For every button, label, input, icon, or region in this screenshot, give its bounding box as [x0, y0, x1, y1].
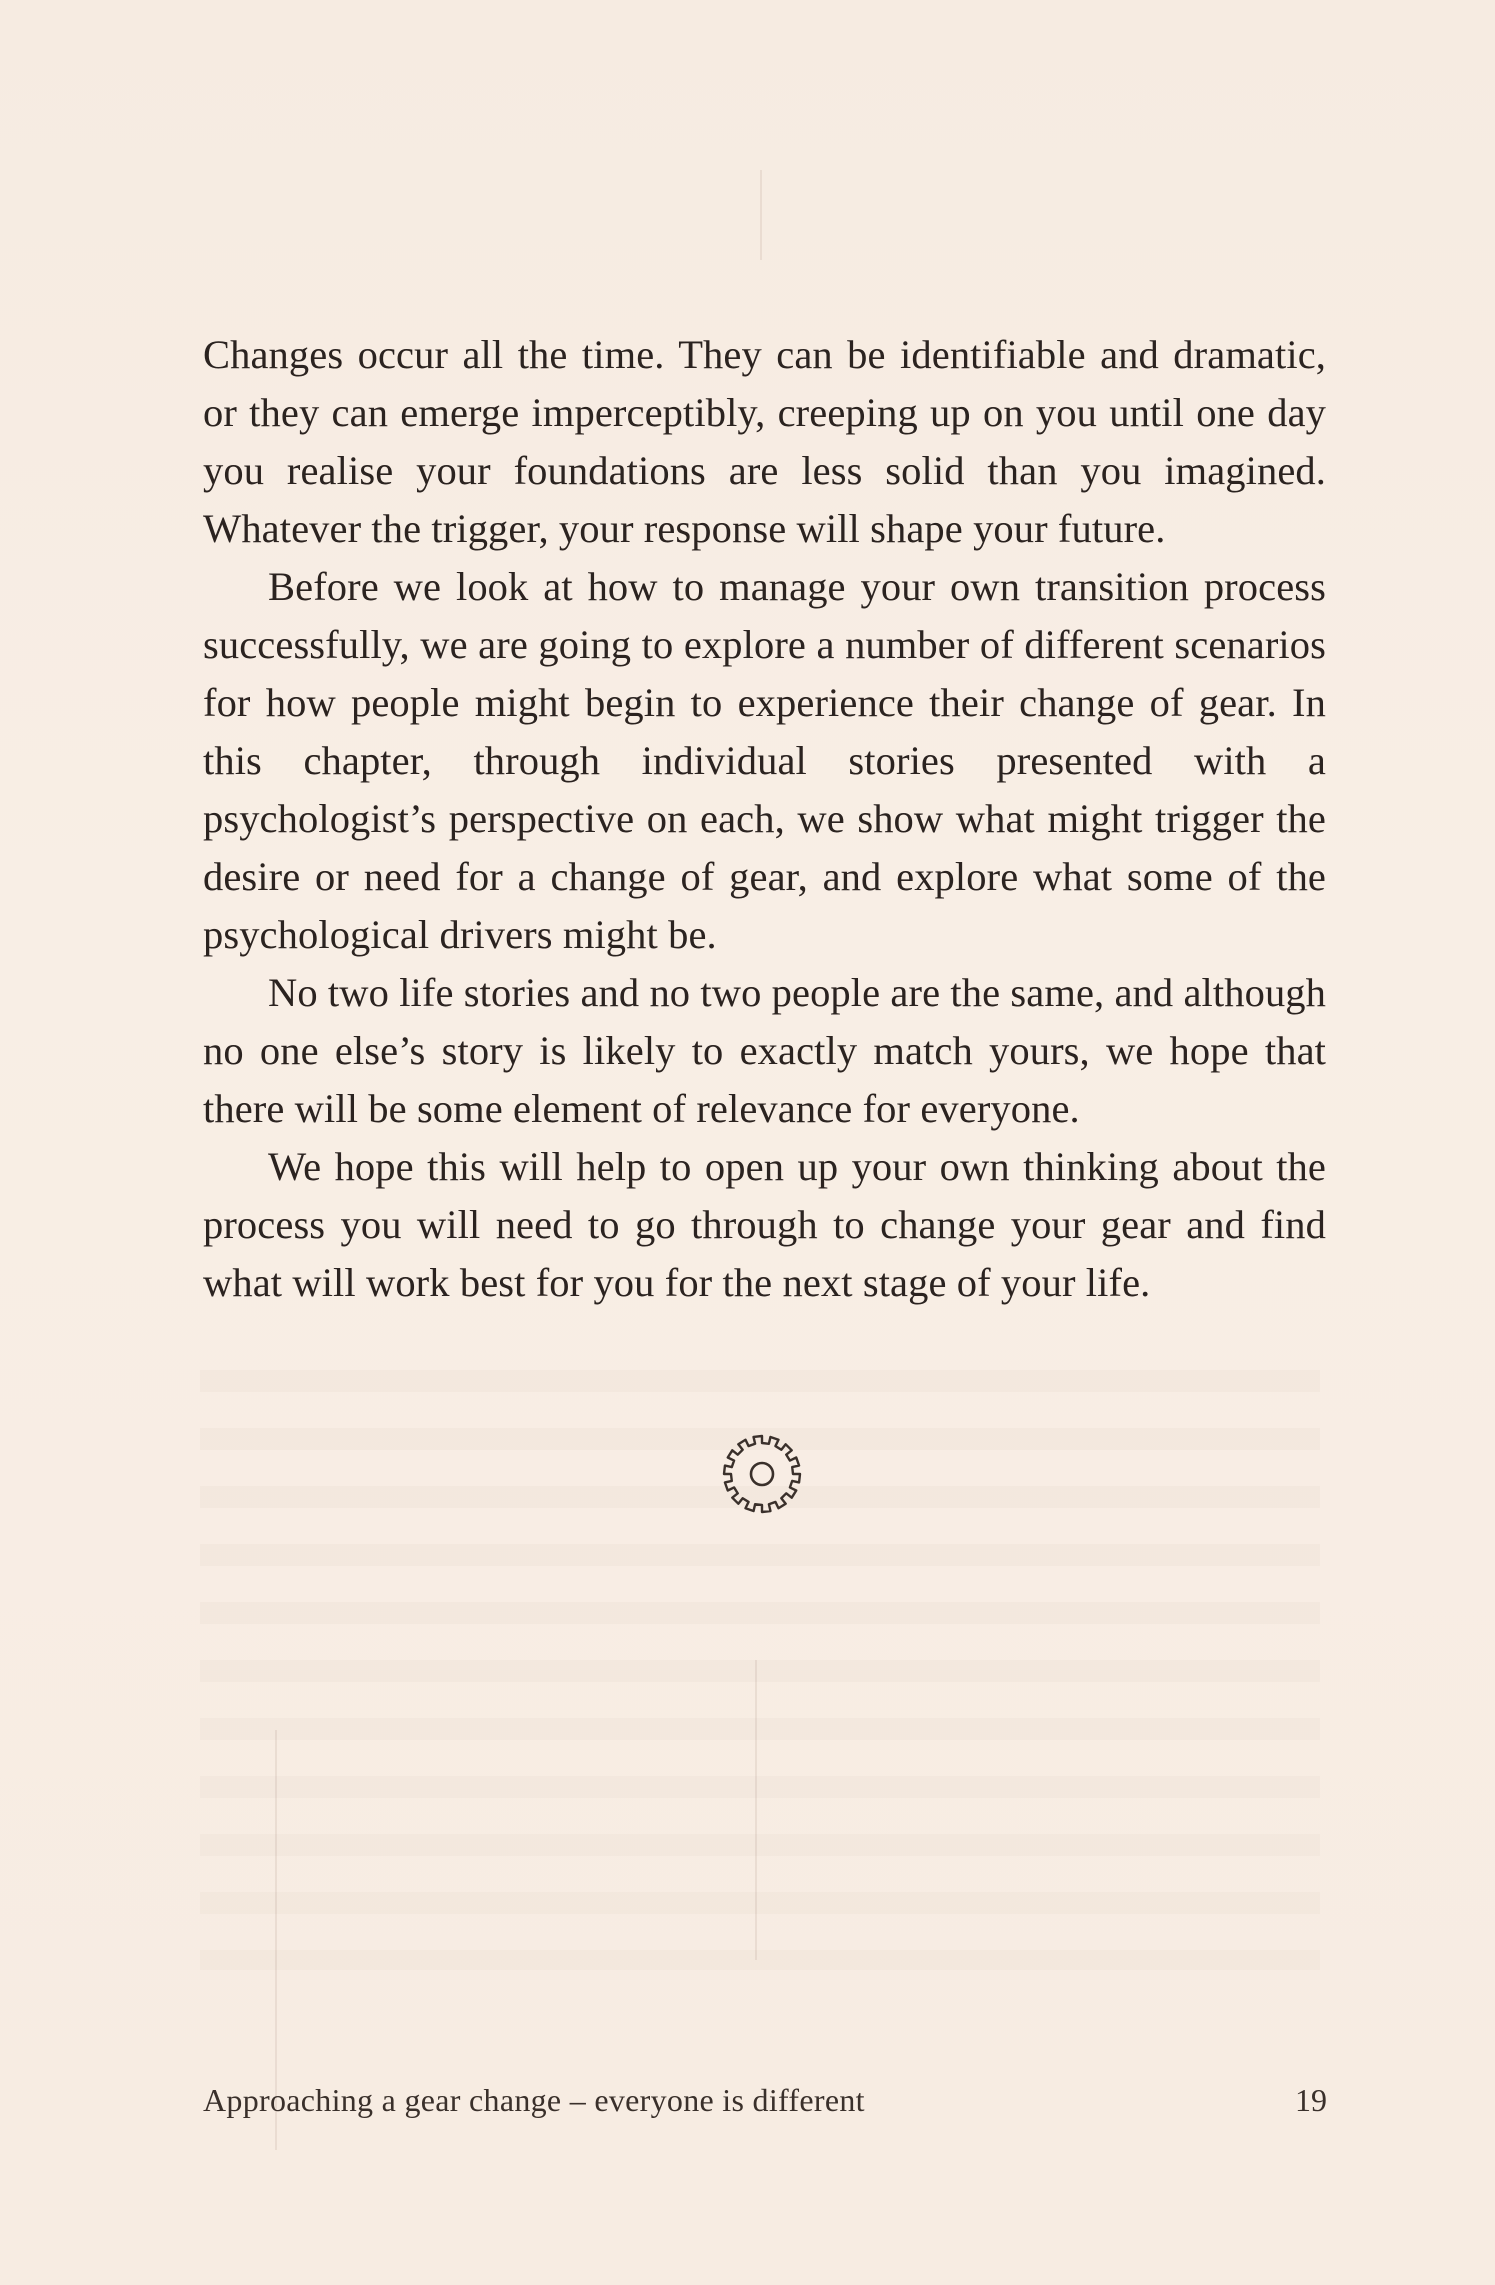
body-text	[203, 326, 1326, 1312]
paper-crease	[755, 1660, 757, 1960]
paragraph: Changes occur all the time. They can be identifiable and dramatic, or they can emerge imperceptibly, creeping up on you until one day you realise your foundations are less solid than you imagined. Whatever the trigger, your response will shape your future.	[203, 332, 1326, 551]
paragraph: No two life stories and no two people are the same, and although no one else’s story is likely to exactly match yours, we hope that there will be some element of relevance for everyone.	[203, 970, 1326, 1131]
paragraph: Before we look at how to manage your own transition process successfully, we are going to explore a number of different scenarios for how people might begin to experience their change of gear. In this chapter, through individual stories presented with a psychologist’s perspective on each, we show what might trigger the desire or need for a change of gear, and explore what some of the psychological drivers might be.	[203, 564, 1326, 957]
paper-crease	[760, 170, 762, 260]
paragraph: We hope this will help to open up your own thinking about the process you will need to go through to change your gear and find what will work best for you for the next stage of your life.	[203, 1144, 1326, 1305]
page-number: 19	[1295, 2082, 1327, 2118]
running-footer-title: Approaching a gear change – everyone is different	[203, 2082, 865, 2118]
gear-icon	[718, 1430, 806, 1518]
